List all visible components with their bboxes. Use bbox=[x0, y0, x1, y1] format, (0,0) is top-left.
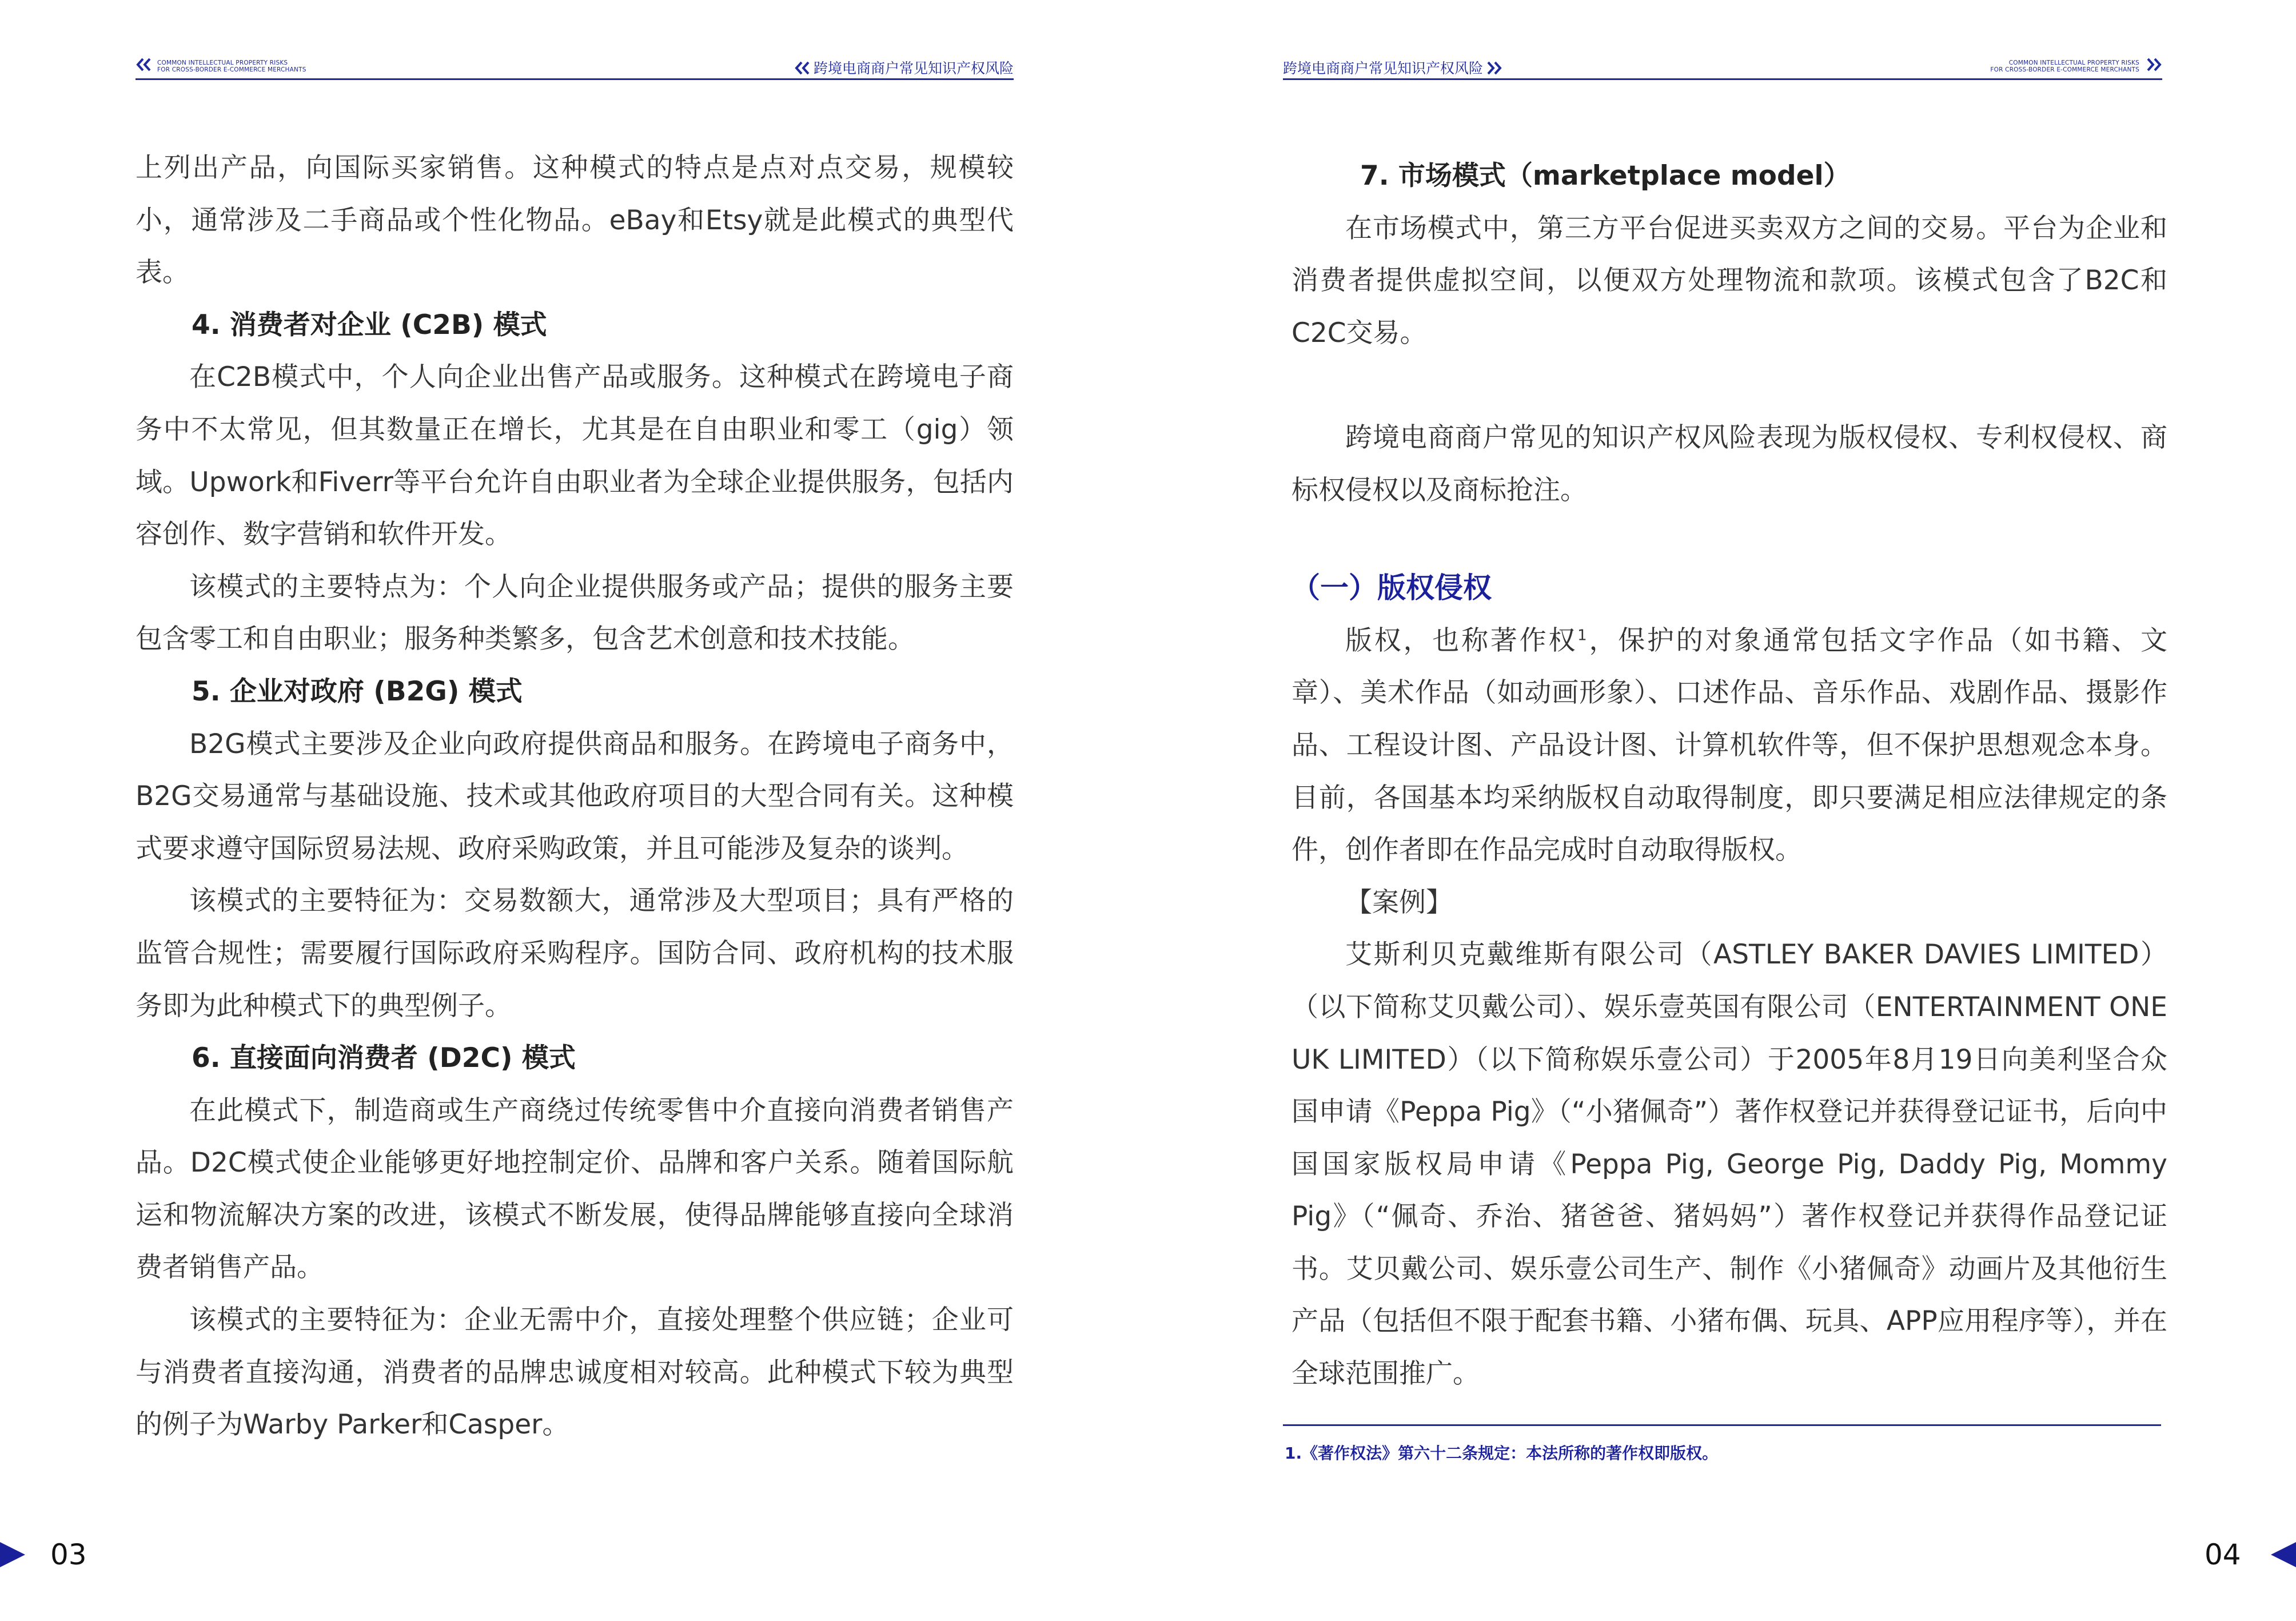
section-heading-marketplace: 7. 市场模式（marketplace model） bbox=[1360, 160, 1851, 192]
page-number-left: 03 bbox=[50, 1538, 87, 1571]
paragraph: 在此模式下，制造商或生产商绕过传统零售中介直接向消费者销售产品。D2C模式使企业能够更好地控制定价、品牌和客户关系。随着国际航运和物流解决方案的改进，该模式不断发展，使得品牌能够直接向全球消费者销售产品。 bbox=[135, 1094, 1014, 1284]
left-body bbox=[135, 142, 1014, 1451]
footnote: 1.《著作权法》第六十二条规定：本法所称的著作权即版权。 bbox=[1285, 1444, 1719, 1463]
paragraph: 在C2B模式中，个人向企业出售产品或服务。这种模式在跨境电子商务中不太常见，但其数量正在增长，尤其是在自由职业和零工（gig）领域。Upwork和Fiverr等平台允许自由职业者为全球企业提供服务，包括内容创作、数字营销和软件开发。 bbox=[135, 361, 1014, 551]
paragraph: B2G模式主要涉及企业向政府提供商品和服务。在跨境电子商务中，B2G交易通常与基础设施、技术或其他政府项目的大型合同有关。这种模式要求遵守国际贸易法规、政府采购政策，并且可能涉及复杂的谈判。 bbox=[135, 728, 1014, 865]
paragraph: 在市场模式中，第三方平台促进买卖双方之间的交易。平台为企业和消费者提供虚拟空间，以便双方处理物流和款项。该模式包含了B2C和C2C交易。 bbox=[1292, 212, 2167, 349]
paragraph: 该模式的主要特征为：交易数额大，通常涉及大型项目；具有严格的监管合规性；需要履行国际政府采购程序。国防合同、政府机构的技术服务即为此种模式下的典型例子。 bbox=[135, 885, 1014, 1022]
paragraph: 上列出产品，向国际买家销售。这种模式的特点是点对点交易，规模较小，通常涉及二手商品或个性化物品。eBay和Etsy就是此模式的典型代表。 bbox=[135, 152, 1014, 289]
footnote-rule bbox=[1283, 1424, 2161, 1426]
case-label: 【案例】 bbox=[1345, 886, 1453, 918]
page-arrow-left-icon bbox=[2271, 1542, 2296, 1567]
section-heading-d2c: 6. 直接面向消费者 (D2C) 模式 bbox=[192, 1042, 576, 1074]
paragraph: 该模式的主要特点为：个人向企业提供服务或产品；提供的服务主要包含零工和自由职业；服务种类繁多，包含艺术创意和技术技能。 bbox=[135, 571, 1014, 655]
header-chinese-title: 跨境电商商户常见知识产权风险 bbox=[1283, 58, 1502, 77]
paragraph: 艾斯利贝克戴维斯有限公司（ASTLEY BAKER DAVIES LIMITED）（以下简称艾贝戴公司）、娱乐壹英国有限公司（ENTERTAINMENT ONE UK LIMITED）（以下简称娱乐壹公司）于2005年8月19日向美利坚合众国申请《Peppa Pig》（“小猪佩奇”）著作权登记并获得登记证书，后向中国国家版权局申请《Peppa Pig, George Pig, Daddy Pig, Mommy Pig》（“佩奇、乔治、猪爸爸、猪妈妈”）著作权登记并获得作品登记证书。艾贝戴公司、娱乐壹公司生产、制作《小猪佩奇》动画片及其他衍生产品（包括但不限于配套书籍、小猪布偶、玩具、APP应用程序等），并在全球范围推广。 bbox=[1292, 939, 2167, 1390]
section-heading-c2b: 4. 消费者对企业 (C2B) 模式 bbox=[192, 309, 547, 341]
header-chinese-title: 跨境电商商户常见知识产权风险 bbox=[794, 58, 1014, 77]
page-number-right: 04 bbox=[2205, 1538, 2241, 1571]
right-header bbox=[1283, 55, 2162, 80]
header-english-title: COMMON INTELLECTUAL PROPERTY RISKS FOR CROSS-BORDER E-COMMERCE MERCHANTS bbox=[157, 59, 306, 73]
paragraph: 版权，也称著作权$^1$，保护的对象通常包括文字作品（如书籍、文章）、美术作品（如动画形象）、口述作品、音乐作品、戏剧作品、摄影作品、工程设计图、产品设计图、计算机软件等，但不保护思想观念本身。目前，各国基本均采纳版权自动取得制度，即只要满足相应法律规定的条件，创作者即在作品完成时自动取得版权。 bbox=[1292, 624, 2168, 866]
section-heading-b2g: 5. 企业对政府 (B2G) 模式 bbox=[192, 675, 523, 707]
right-page bbox=[1148, 0, 2296, 1621]
page-arrow-right-icon bbox=[0, 1542, 25, 1567]
double-chevron-right-icon bbox=[1485, 61, 1502, 75]
header-english-title: COMMON INTELLECTUAL PROPERTY RISKS FOR CROSS-BORDER E-COMMERCE MERCHANTS bbox=[1990, 59, 2139, 73]
double-chevron-left-icon bbox=[794, 61, 811, 75]
header-rule bbox=[135, 78, 1014, 80]
header-rule bbox=[1283, 78, 2162, 80]
section-heading-copyright: （一）版权侵权 bbox=[1292, 571, 1492, 605]
footnote-ref: 1 bbox=[1577, 627, 1587, 644]
paragraph: 该模式的主要特征为：企业无需中介，直接处理整个供应链；企业可与消费者直接沟通，消费者的品牌忠诚度相对较高。此种模式下较为典型的例子为Warby Parker和Casper。 bbox=[135, 1304, 1014, 1441]
right-body bbox=[1292, 150, 2167, 1400]
left-header bbox=[135, 55, 1014, 80]
paragraph: 跨境电商商户常见的知识产权风险表现为版权侵权、专利权侵权、商标权侵权以及商标抢注。 bbox=[1292, 421, 2167, 506]
double-chevron-right-icon bbox=[2145, 57, 2162, 72]
double-chevron-left-icon bbox=[135, 57, 153, 72]
